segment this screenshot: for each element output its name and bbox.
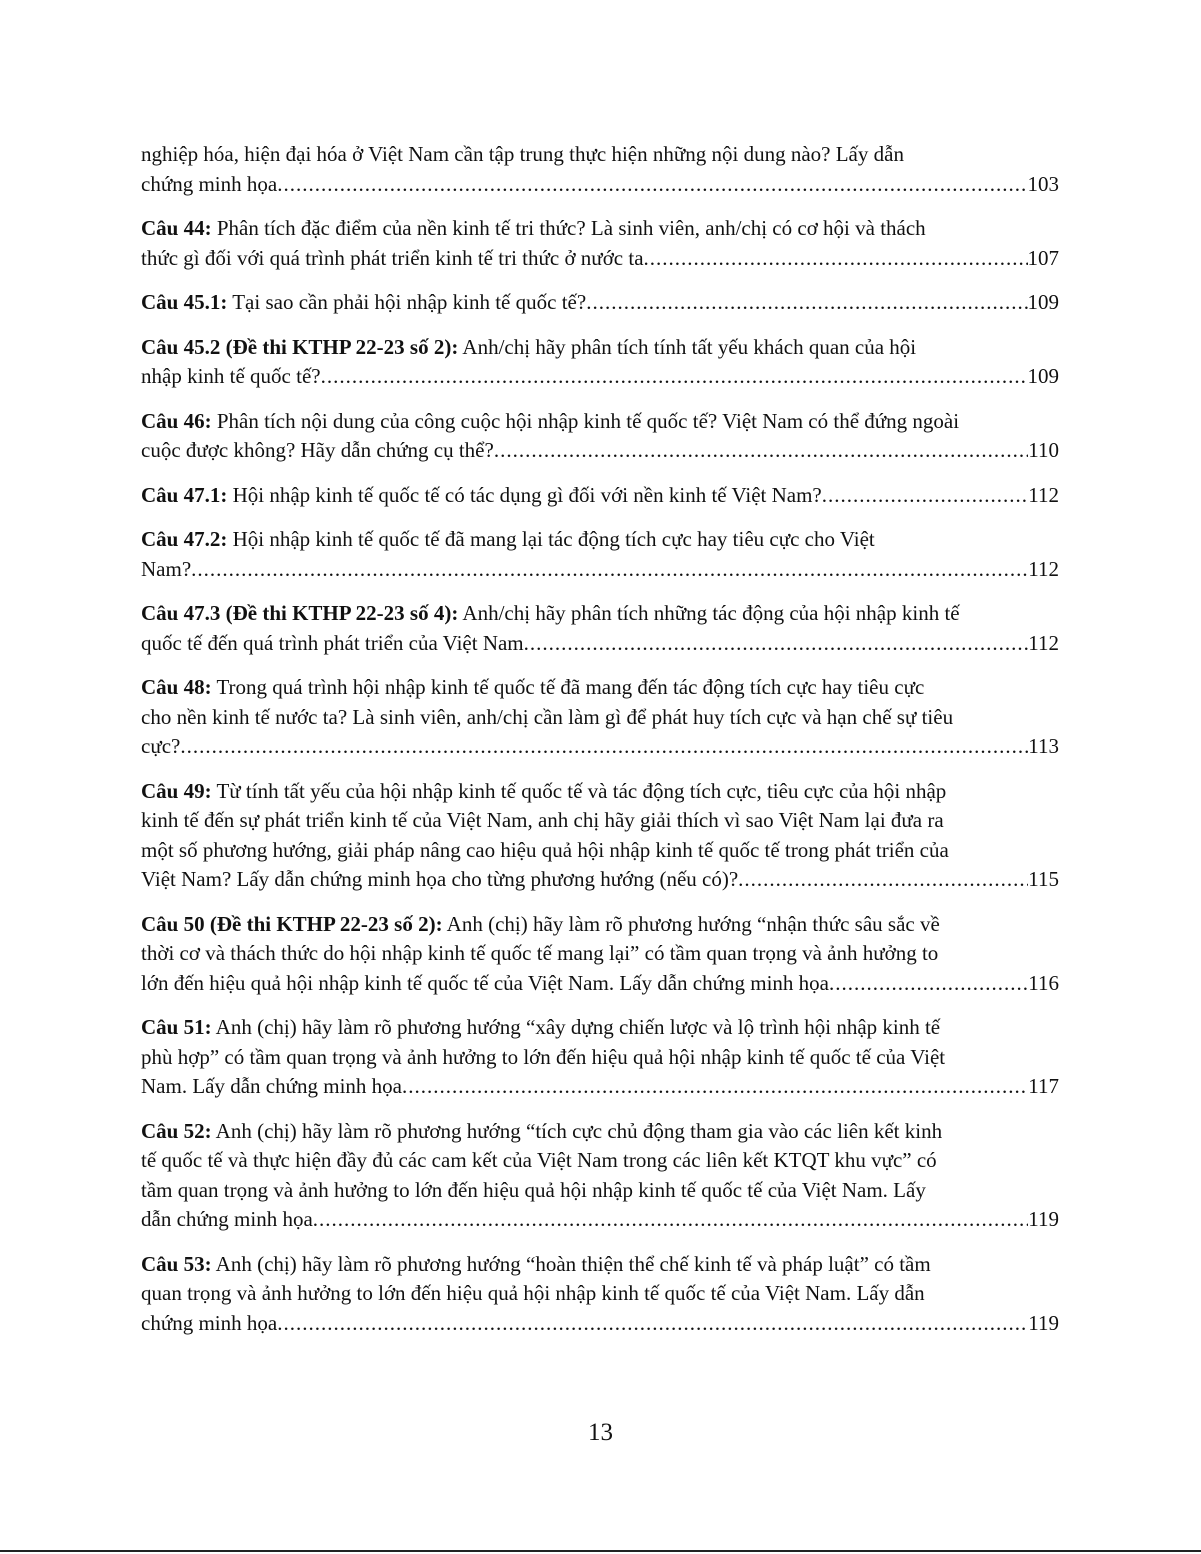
- toc-entry-text-line: Câu 52: Anh (chị) hãy làm rõ phương hướng “tích cực chủ động tham gia vào các liên kết kinh: [141, 1118, 943, 1143]
- dot-leader: [738, 865, 1028, 895]
- toc-entry-text-line: Câu 51: Anh (chị) hãy làm rõ phương hướng “xây dựng chiến lược và lộ trình hội nhập kinh tế: [141, 1015, 941, 1039]
- toc-page-number: 115: [1028, 867, 1059, 891]
- toc-entry-label: Câu 53:: [141, 1251, 212, 1276]
- toc-entry-label: Câu 44:: [141, 216, 212, 240]
- toc-entry-text-line: Câu 49: Từ tính tất yếu của hội nhập kinh tế quốc tế và tác động tích cực, tiêu cực của hội nhập: [141, 778, 947, 803]
- toc-entry-label: Câu 47.3 (Đề thi KTHP 22-23 số 4):: [141, 601, 459, 625]
- toc-entry-text-line: cho nền kinh tế nước ta? Là sinh viên, anh/chị cần làm gì để phát huy tích cực và hạn chế sự tiêu: [141, 704, 954, 729]
- dot-leader: [277, 1309, 1028, 1339]
- toc-entry-last-line: quốc tế đến quá trình phát triển của Việt Nam ..... 112: [141, 629, 1059, 659]
- toc-entry-text-line: Câu 44: Phân tích đặc điểm của nền kinh tế tri thức? Là sinh viên, anh/chị có cơ hội và thách: [141, 216, 926, 240]
- toc-page-number: 109: [1027, 364, 1059, 388]
- toc-entry-last-line: chứng minh họa ..... 103: [141, 170, 1059, 200]
- toc-entry[interactable]: [141, 333, 1059, 392]
- table-of-contents: [141, 140, 1059, 1353]
- toc-entry-text-line: tầm quan trọng và ảnh hưởng to lớn đến hiệu quả hội nhập kinh tế quốc tế của Việt Nam. Lấy: [141, 1177, 926, 1202]
- toc-entry[interactable]: [141, 777, 1059, 895]
- toc-entry-text-line: kinh tế đến sự phát triển kinh tế của Việt Nam, anh chị hãy giải thích vì sao Việt Nam lại đưa ra: [141, 808, 944, 832]
- toc-entry-label: Câu 45.1:: [141, 290, 228, 314]
- page-number: 13: [588, 1419, 613, 1446]
- toc-entry-text-line: quan trọng và ảnh hưởng to lớn đến hiệu quả hội nhập kinh tế quốc tế của Việt Nam. Lấy dẫn: [141, 1281, 925, 1305]
- toc-entry-text-line: Câu 47.2: Hội nhập kinh tế quốc tế đã mang lại tác động tích cực hay tiêu cực cho Việt: [141, 527, 875, 551]
- toc-entry[interactable]: [141, 599, 1059, 658]
- toc-entry[interactable]: [141, 1117, 1059, 1235]
- toc-entry-text-line: tế quốc tế và thực hiện đầy đủ các cam kết của Việt Nam trong các liên kết KTQT khu vực” có: [141, 1148, 937, 1172]
- dot-leader: [313, 1205, 1029, 1235]
- dot-leader: [586, 288, 1027, 318]
- toc-entry-label: Câu 51:: [141, 1015, 212, 1039]
- toc-entry-last-line: chứng minh họa ..... 119: [141, 1309, 1059, 1339]
- toc-entry[interactable]: [141, 525, 1059, 584]
- toc-entry-text-line: phù hợp” có tầm quan trọng và ảnh hưởng to lớn đến hiệu quả hội nhập kinh tế quốc tế của Việt: [141, 1044, 946, 1069]
- dot-leader: [402, 1072, 1028, 1102]
- toc-entry-label: Câu 47.1:: [141, 482, 228, 507]
- toc-entry-text-line: Câu 50 (Đề thi KTHP 22-23 số 2): Anh (chị) hãy làm rõ phương hướng “nhận thức sâu sắc về: [141, 911, 940, 936]
- dot-leader: [191, 555, 1028, 585]
- toc-entry-label: Câu 45.2 (Đề thi KTHP 22-23 số 2):: [141, 334, 459, 359]
- toc-entry-text-line: nghiệp hóa, hiện đại hóa ở Việt Nam cần tập trung thực hiện những nội dung nào? Lấy dẫn: [141, 142, 904, 166]
- toc-entry-text-line: Câu 47.3 (Đề thi KTHP 22-23 số 4): Anh/chị hãy phân tích những tác động của hội nhập kinh tế: [141, 601, 960, 625]
- toc-entry-last-line: Câu 45.1: Tại sao cần phải hội nhập kinh tế quốc tế? ..... 109: [141, 288, 1059, 318]
- toc-entry-text-line: Câu 46: Phân tích nội dung của công cuộc hội nhập kinh tế quốc tế? Việt Nam có thể đứng ngoài: [141, 408, 960, 433]
- dot-leader: [180, 732, 1028, 762]
- toc-page-number: 119: [1028, 1207, 1059, 1231]
- dot-leader: [822, 481, 1029, 511]
- dot-leader: [644, 244, 1028, 274]
- toc-entry-last-line: Câu 47.1: Hội nhập kinh tế quốc tế có tác dụng gì đối với nền kinh tế Việt Nam? ..... 112: [141, 481, 1059, 511]
- toc-entry-last-line: lớn đến hiệu quả hội nhập kinh tế quốc tế của Việt Nam. Lấy dẫn chứng minh họa ..... 116: [141, 969, 1059, 999]
- toc-page-number: 112: [1028, 556, 1059, 581]
- toc-entry[interactable]: [141, 288, 1059, 318]
- toc-entry-text-line: Câu 45.2 (Đề thi KTHP 22-23 số 2): Anh/chị hãy phân tích tính tất yếu khách quan của hội: [141, 334, 917, 359]
- bottom-divider: [0, 1550, 1201, 1552]
- toc-entry-last-line: Nam. Lấy dẫn chứng minh họa ..... 117: [141, 1072, 1059, 1102]
- dot-leader: [321, 362, 1028, 392]
- toc-entry[interactable]: [141, 910, 1059, 999]
- toc-entry-last-line: Nam? ..... 112: [141, 555, 1059, 585]
- toc-page-number: 119: [1028, 1310, 1059, 1335]
- toc-entry-label: Câu 52:: [141, 1118, 212, 1143]
- toc-page-number: 112: [1028, 482, 1059, 507]
- toc-entry-text-line: Câu 48: Trong quá trình hội nhập kinh tế quốc tế đã mang đến tác động tích cực hay tiêu cực: [141, 675, 925, 699]
- toc-entry-text-line: một số phương hướng, giải pháp nâng cao hiệu quả hội nhập kinh tế quốc tế trong phát triển của: [141, 837, 949, 862]
- toc-page-number: 103: [1027, 171, 1059, 196]
- toc-entry-last-line: cuộc được không? Hãy dẫn chứng cụ thể? ..... 110: [141, 436, 1059, 466]
- toc-entry[interactable]: [141, 1013, 1059, 1102]
- toc-entry[interactable]: [141, 673, 1059, 762]
- toc-entry-label: Câu 49:: [141, 778, 212, 803]
- toc-entry-label: Câu 50 (Đề thi KTHP 22-23 số 2):: [141, 911, 443, 936]
- toc-page-number: 113: [1028, 734, 1059, 758]
- dot-leader: [829, 969, 1028, 999]
- dot-leader: [277, 170, 1027, 200]
- toc-entry-last-line: nhập kinh tế quốc tế? ..... 109: [141, 362, 1059, 392]
- toc-entry[interactable]: [141, 1250, 1059, 1339]
- toc-page-number: 107: [1027, 245, 1059, 270]
- toc-entry-last-line: thức gì đối với quá trình phát triển kinh tế tri thức ở nước ta ..... 107: [141, 244, 1059, 274]
- toc-entry-text-line: thời cơ và thách thức do hội nhập kinh tế quốc tế mang lại” có tầm quan trọng và ảnh hưởng to: [141, 941, 939, 965]
- toc-page-number: 117: [1028, 1074, 1059, 1098]
- toc-entry[interactable]: [141, 214, 1059, 273]
- toc-entry-last-line: Việt Nam? Lấy dẫn chứng minh họa cho từng phương hướng (nếu có)? ..... 115: [141, 865, 1059, 895]
- toc-entry-text-line: Câu 53: Anh (chị) hãy làm rõ phương hướng “hoàn thiện thể chế kinh tế và pháp luật” có tầm: [141, 1251, 931, 1276]
- toc-entry[interactable]: [141, 481, 1059, 511]
- toc-entry-label: Câu 46:: [141, 408, 212, 433]
- toc-entry-label: Câu 47.2:: [141, 527, 228, 551]
- toc-page-number: 112: [1028, 630, 1059, 655]
- toc-entry[interactable]: [141, 140, 1059, 199]
- toc-entry-last-line: cực? ..... 113: [141, 732, 1059, 762]
- toc-entry[interactable]: [141, 407, 1059, 466]
- toc-page-number: 109: [1027, 290, 1059, 314]
- toc-page-number: 110: [1028, 438, 1059, 462]
- dot-leader: [524, 629, 1029, 659]
- dot-leader: [494, 436, 1028, 466]
- toc-page-number: 116: [1028, 970, 1059, 995]
- toc-entry-last-line: dẫn chứng minh họa ..... 119: [141, 1205, 1059, 1235]
- toc-entry-label: Câu 48:: [141, 675, 212, 699]
